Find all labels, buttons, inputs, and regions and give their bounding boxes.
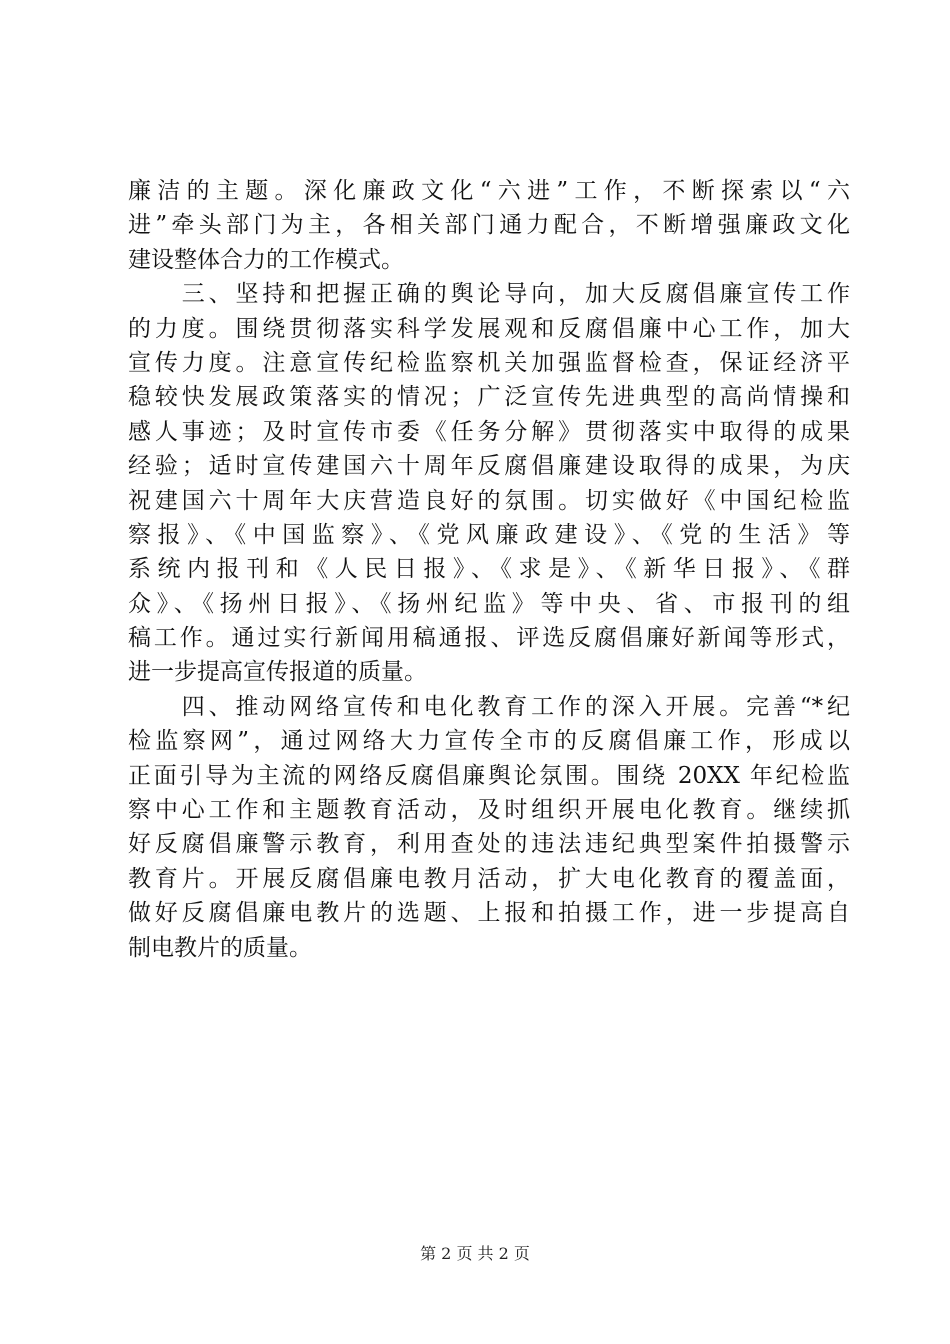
document-body xyxy=(128,174,850,965)
text-line: 察中心工作和主题教育活动，及时组织开展电化教育。继续抓 xyxy=(128,797,850,824)
text-line: 进”牵头部门为主，各相关部门通力配合，不断增强廉政文化 xyxy=(128,212,850,239)
text-line: 进一步提高宣传报道的质量。 xyxy=(128,659,427,686)
text-line: 经验；适时宣传建国六十周年反腐倡廉建设取得的成果，为庆 xyxy=(128,453,850,480)
page-footer xyxy=(0,1244,950,1264)
text-line: 众》、《扬州日报》、《扬州纪监》等中央、省、市报刊的组 xyxy=(128,590,850,617)
page-number-label: 第 2 页 共 2 页 xyxy=(420,1244,530,1263)
text-line: 制电教片的质量。 xyxy=(128,934,312,961)
text-line: 祝建国六十周年大庆营造良好的氛围。切实做好《中国纪检监 xyxy=(128,487,850,514)
text-line: 检监察网”，通过网络大力宣传全市的反腐倡廉工作，形成以 xyxy=(128,728,850,755)
text-line: 感人事迹；及时宣传市委《任务分解》贯彻落实中取得的成果 xyxy=(128,418,850,445)
text-line: 四、推动网络宣传和电化教育工作的深入开展。完善“*纪 xyxy=(128,693,850,720)
text-line: 三、坚持和把握正确的舆论导向，加大反腐倡廉宣传工作 xyxy=(128,281,850,308)
text-line: 做好反腐倡廉电教片的选题、上报和拍摄工作，进一步提高自 xyxy=(128,900,850,927)
text-line: 稳较快发展政策落实的情况；广泛宣传先进典型的高尚情操和 xyxy=(128,384,850,411)
text-line: 宣传力度。注意宣传纪检监察机关加强监督检查，保证经济平 xyxy=(128,349,850,376)
text-line: 稿工作。通过实行新闻用稿通报、评选反腐倡廉好新闻等形式， xyxy=(128,625,850,652)
text-line: 察报》、《中国监察》、《党风廉政建设》、《党的生活》等 xyxy=(128,521,850,548)
text-line: 系统内报刊和《人民日报》、《求是》、《新华日报》、《群 xyxy=(128,556,850,583)
text-line: 的力度。围绕贯彻落实科学发展观和反腐倡廉中心工作，加大 xyxy=(128,315,850,342)
text-line: 好反腐倡廉警示教育，利用查处的违法违纪典型案件拍摄警示 xyxy=(128,831,850,858)
text-line: 教育片。开展反腐倡廉电教月活动，扩大电化教育的覆盖面， xyxy=(128,865,850,892)
text-line: 建设整体合力的工作模式。 xyxy=(128,246,404,273)
text-line: 廉洁的主题。深化廉政文化“六进”工作，不断探索以“六 xyxy=(128,178,850,204)
text-line: 正面引导为主流的网络反腐倡廉舆论氛围。围绕 20XX 年纪检监 xyxy=(128,762,850,789)
